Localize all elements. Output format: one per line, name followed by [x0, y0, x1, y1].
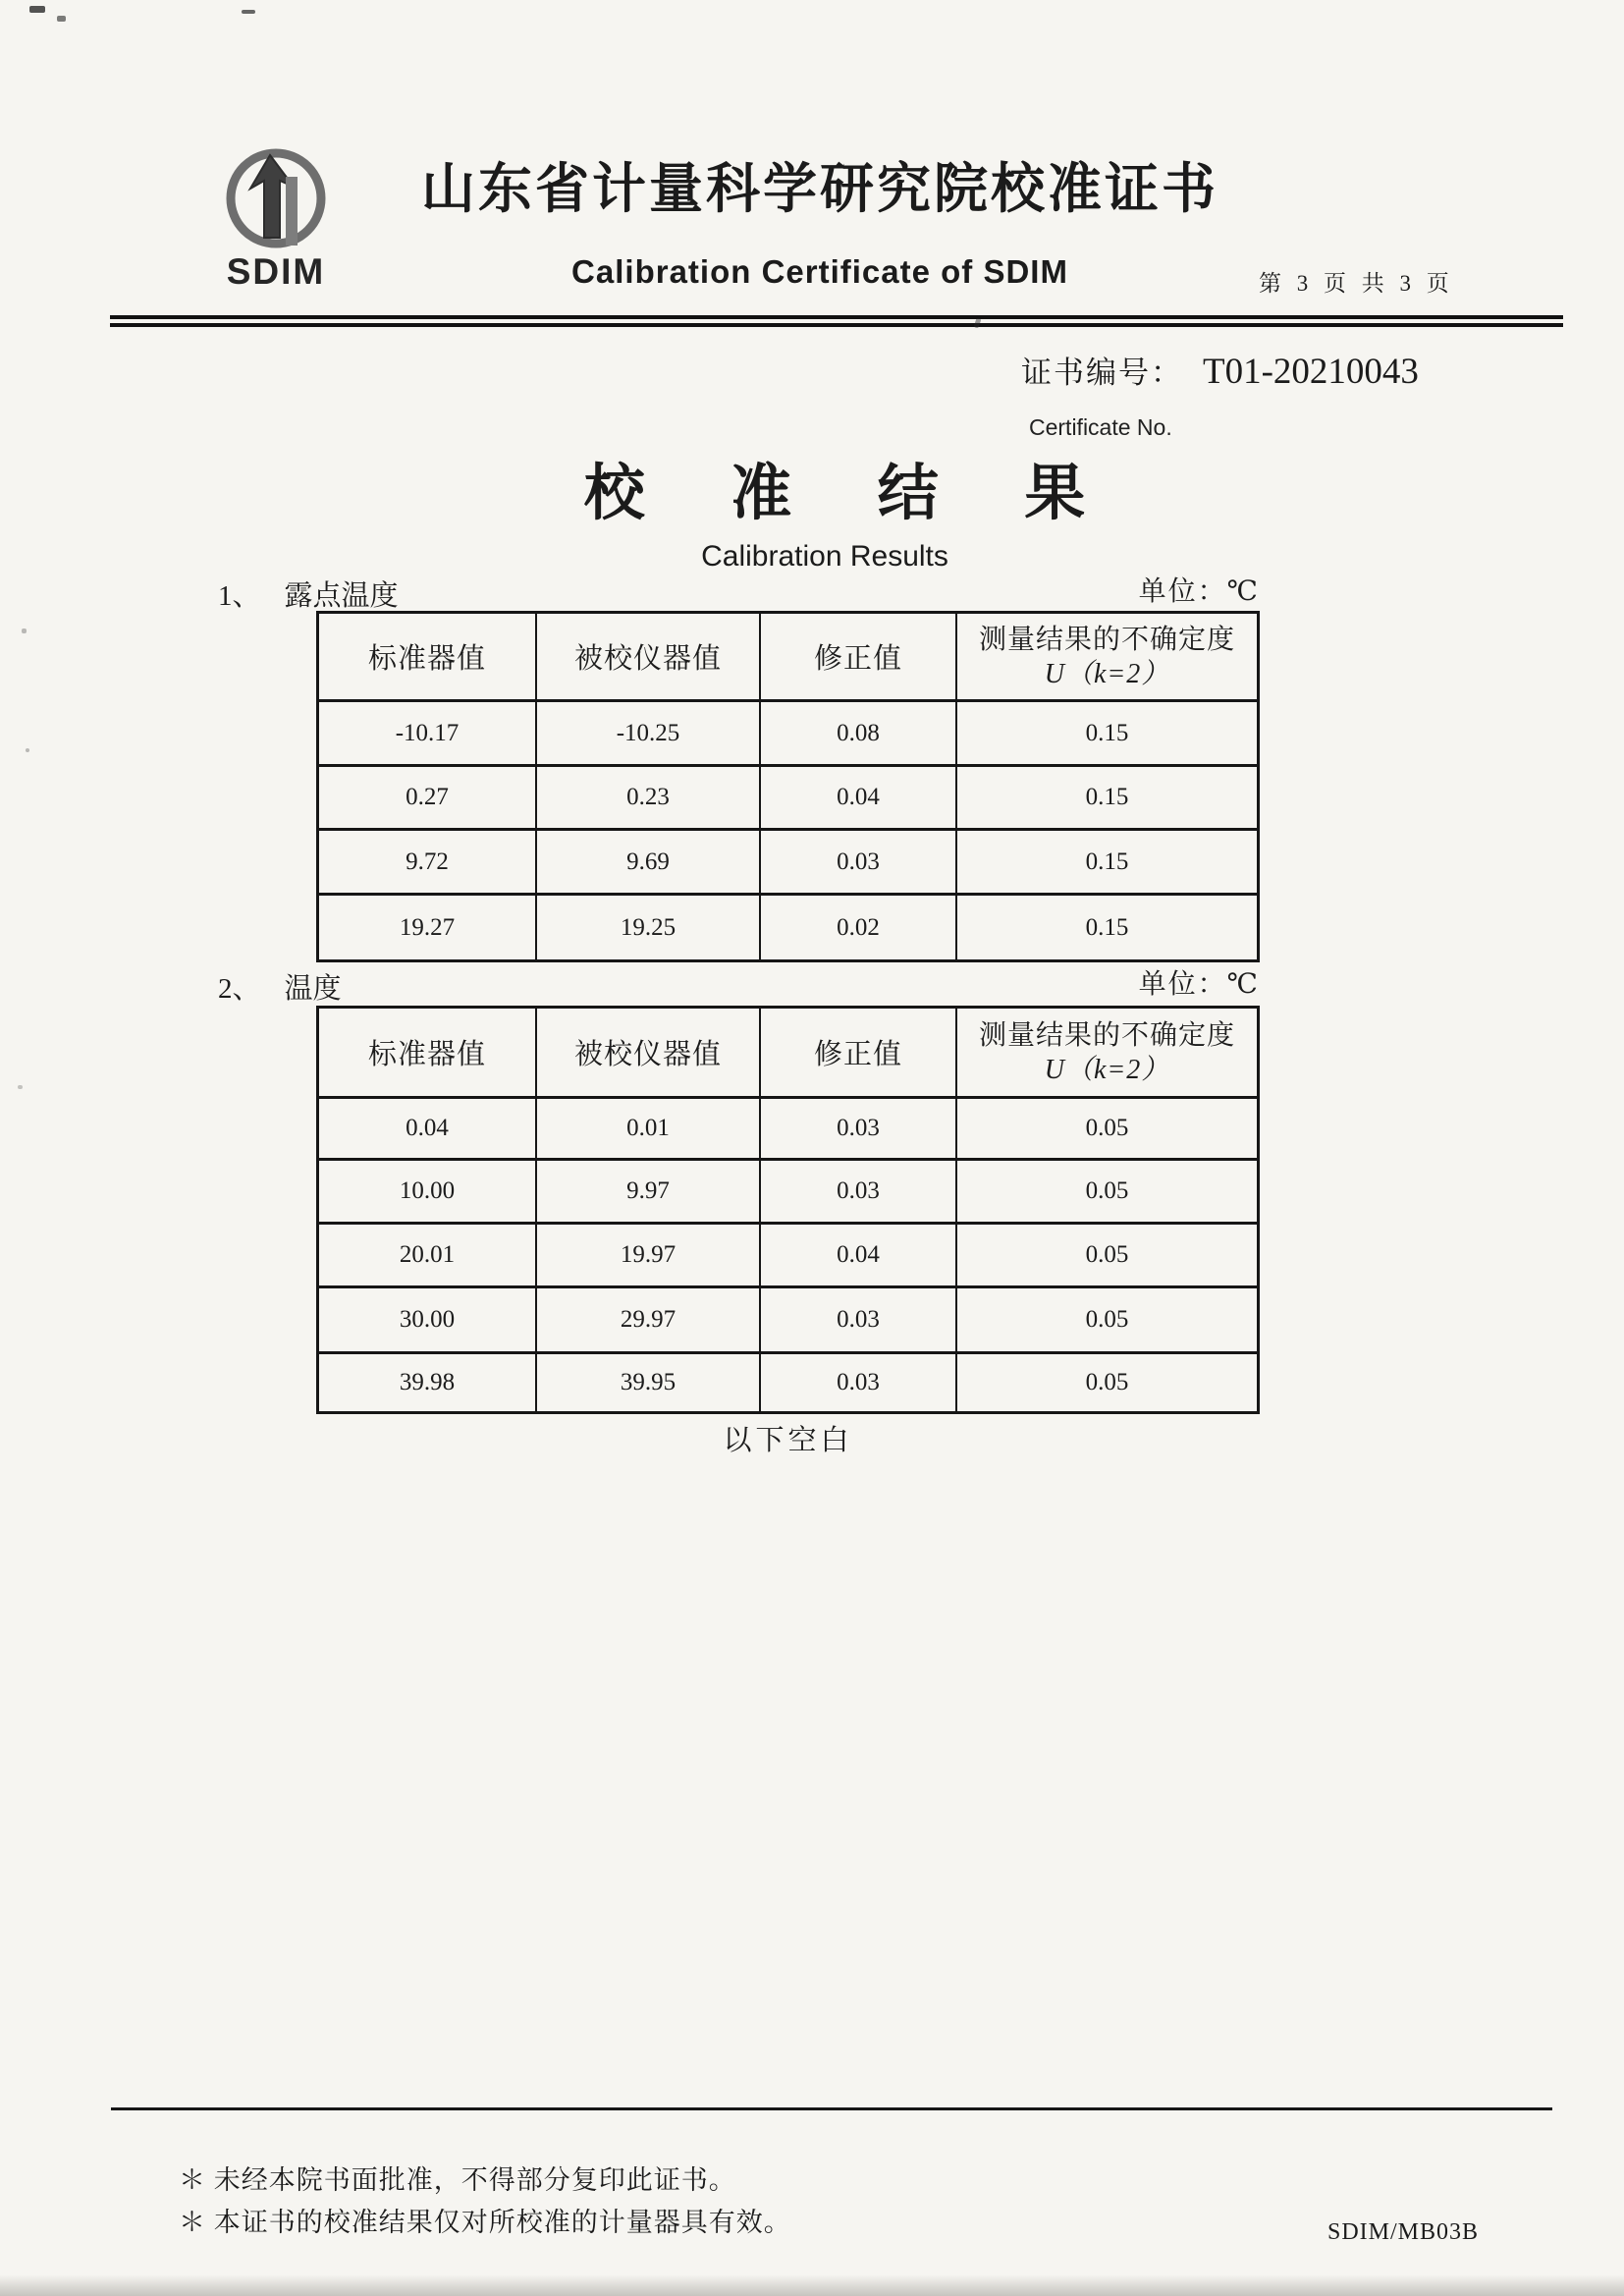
section-2-label — [218, 966, 342, 1007]
table-cell: 39.95 — [535, 1351, 759, 1411]
calibration-table-2 — [316, 1006, 1260, 1414]
table-cell: 19.25 — [535, 893, 759, 959]
table-cell: 10.00 — [319, 1158, 535, 1222]
table-cell: 0.04 — [759, 764, 955, 828]
calibration-table-1 — [316, 611, 1260, 962]
results-title-en: Calibration Results — [701, 540, 948, 573]
footer-rule — [111, 2107, 1552, 2110]
table-cell: 0.05 — [955, 1351, 1257, 1411]
scan-speck — [242, 10, 255, 14]
table-cell: 0.03 — [759, 828, 955, 893]
certificate-no-value: T01-20210043 — [1203, 352, 1419, 392]
table-cell: 0.15 — [955, 828, 1257, 893]
table-cell: 9.97 — [535, 1158, 759, 1222]
table-header-cell: 被校仪器值 — [535, 1009, 759, 1096]
scan-speck — [22, 629, 27, 633]
table-cell: 0.03 — [759, 1096, 955, 1158]
table-header-cell: 修正值 — [759, 1009, 955, 1096]
table-cell: 0.02 — [759, 893, 955, 959]
scan-speck — [57, 16, 66, 22]
section-1-unit: 单位：℃ — [1138, 576, 1260, 607]
table-cell: 0.05 — [955, 1096, 1257, 1158]
results-title-cn: 校 准 结 果 — [583, 461, 1121, 527]
table-header-cell: 修正值 — [759, 614, 955, 699]
certificate-no-label: 证书编号： — [1021, 355, 1183, 390]
section-2-name: 温度 — [284, 973, 342, 1005]
uncertainty-coverage-factor: U（k=2） — [1044, 658, 1170, 689]
table-header-cell-uncertainty — [955, 614, 1257, 699]
table-cell: 0.03 — [759, 1158, 955, 1222]
scan-speck — [26, 748, 29, 752]
section-2-index: 2、 — [218, 973, 261, 1005]
logo-bar-icon — [286, 177, 298, 246]
table-cell: 0.03 — [759, 1351, 955, 1411]
uncertainty-label: 测量结果的不确定度 — [978, 624, 1235, 655]
scan-speck — [18, 1085, 23, 1089]
table-header-cell: 被校仪器值 — [535, 614, 759, 699]
table-cell: 0.05 — [955, 1158, 1257, 1222]
table-cell: 0.23 — [535, 764, 759, 828]
footnote-2: ＊ 本证书的校准结果仅对所校准的计量器具有效。 — [179, 2208, 791, 2237]
table-cell: 19.97 — [535, 1222, 759, 1285]
section-1-index: 1、 — [218, 580, 261, 612]
table-cell: 9.72 — [319, 828, 535, 893]
certificate-no — [1021, 348, 1419, 393]
sdim-logo-icon — [221, 143, 331, 259]
header-title-cn: 山东省计量科学研究院校准证书 — [420, 159, 1218, 219]
sdim-logo — [218, 143, 334, 293]
table-header-cell: 标准器值 — [367, 1039, 486, 1070]
table-cell: 0.01 — [535, 1096, 759, 1158]
table-cell: 0.08 — [759, 699, 955, 764]
table-header-cell: 标准器值 — [367, 643, 486, 675]
table-cell: 0.04 — [759, 1222, 955, 1285]
logo-text: SDIM — [226, 251, 326, 292]
table-cell: 0.15 — [955, 764, 1257, 828]
section-1-name: 露点温度 — [284, 580, 399, 612]
header-title-en: Calibration Certificate of SDIM — [571, 253, 1068, 290]
scan-bottom-shadow — [0, 2274, 1624, 2296]
table-cell: -10.17 — [319, 699, 535, 764]
uncertainty-coverage-factor: U（k=2） — [1044, 1054, 1170, 1085]
table-cell: 0.15 — [955, 893, 1257, 959]
table-cell: 0.05 — [955, 1285, 1257, 1351]
end-of-results-marker: 以下空白 — [723, 1425, 853, 1456]
section-2-unit: 单位：℃ — [1138, 969, 1260, 1000]
table-cell: 0.05 — [955, 1222, 1257, 1285]
table-cell: 0.04 — [319, 1096, 535, 1158]
table-cell: 0.27 — [319, 764, 535, 828]
header-double-rule — [110, 315, 1563, 327]
doc-code: SDIM/MB03B — [1327, 2219, 1480, 2245]
table-cell: 20.01 — [319, 1222, 535, 1285]
table-cell: 30.00 — [319, 1285, 535, 1351]
table-cell: 29.97 — [535, 1285, 759, 1351]
scan-speck — [29, 6, 45, 13]
page-number: 第 3 页 共 3 页 — [1259, 271, 1454, 296]
section-1-label — [218, 574, 399, 614]
uncertainty-label: 测量结果的不确定度 — [978, 1019, 1235, 1051]
certificate-no-label-en: Certificate No. — [1029, 414, 1172, 440]
footnote-1: ＊ 未经本院书面批准，不得部分复印此证书。 — [179, 2165, 736, 2195]
table-cell: 9.69 — [535, 828, 759, 893]
table-header-cell-uncertainty — [955, 1009, 1257, 1096]
table-cell: 0.03 — [759, 1285, 955, 1351]
table-cell: -10.25 — [535, 699, 759, 764]
table-cell: 19.27 — [319, 893, 535, 959]
table-cell: 0.15 — [955, 699, 1257, 764]
table-cell: 39.98 — [319, 1351, 535, 1411]
